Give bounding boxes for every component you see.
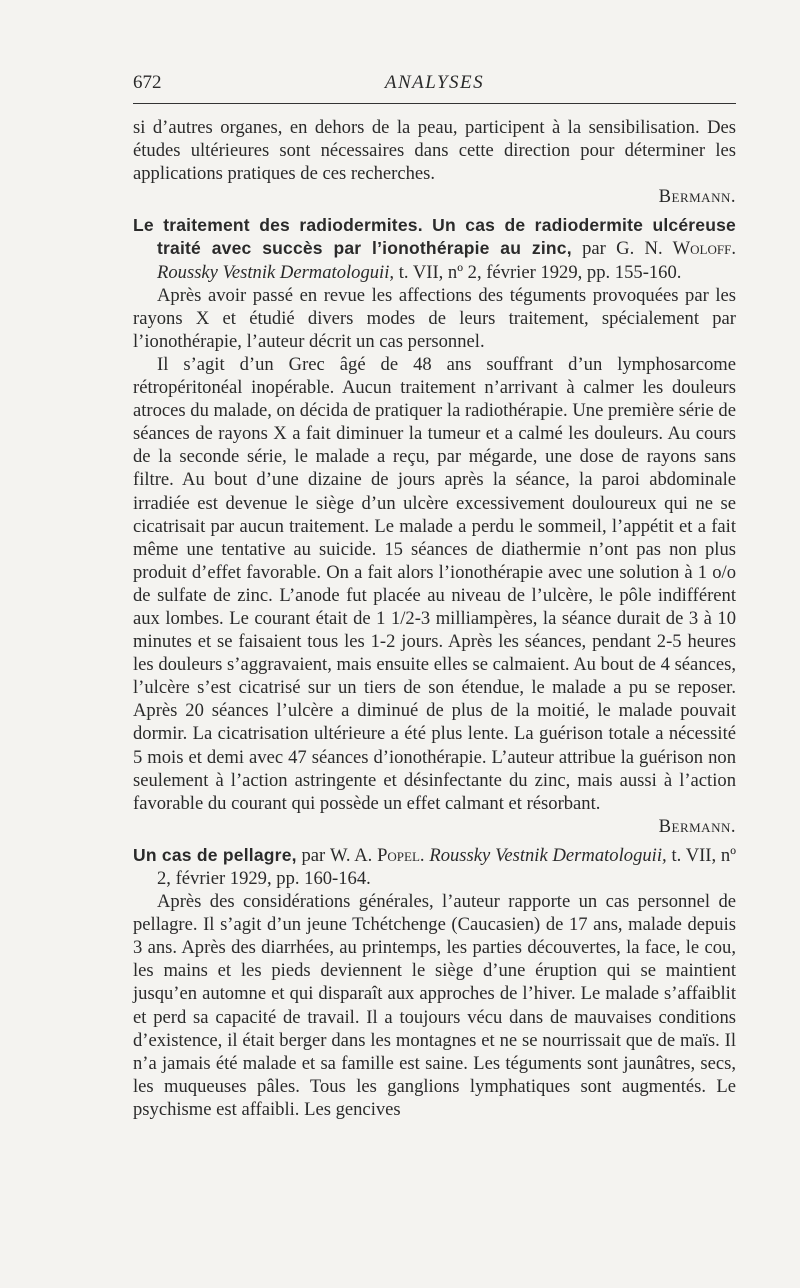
page-header xyxy=(133,72,736,98)
article1-journal: Roussky Vestnik Dermatologuii, xyxy=(157,261,395,283)
article1-paragraph: Il s’agit d’un Grec âgé de 48 ans souffrant d’un lymphosarcome rétropéritonéal inopérable. Aucun traitement n’arrivant à calmer les douleurs atroces du malade, on décida de pratiquer la radiothérapie. Une première série de séances de rayons X a fait diminuer la tumeur et a calmé les douleurs. Au cours de la seconde série, le malade a reçu, par mégarde, une dose de rayons sans filtre. Au bout d’une dizaine de jours après la séance, la paroi abdominale irradiée est devenue le siège d’un ulcère excessivement douloureux qui ne se cicatrisait par aucun traitement. Le malade a perdu le sommeil, l’appétit et a fait même une tentative au suicide. 15 séances de diathermie n’ont pas non plus produit d’effet favorable. On a fait alors l’ionothérapie avec une solution à 1 o/o de sulfate de zinc. L’anode fut placée au niveau de l’ulcère, le pôle indifférent aux lombes. Le courant était de 1 1/2-3 milliampères, la séance durait de 3 à 10 minutes et se faisaient tous les 1-2 jours. Après les séances, pendant 2-5 heures les douleurs s’aggravaient, mais ensuite elles se calmaient. Au bout de 4 séances, l’ulcère s’est cicatrisé sur un tiers de son étendue, le malade a pu se reposer. Après 20 séances l’ulcère a diminué de plus de la moitié, le malade pouvait dormir. La cicatrisation ultérieure a été plus lente. La guérison totale a nécessité 5 mois et demi avec 47 séances d’ionothérapie. L’auteur attribue la guérison non seulement à l’action astringente et désinfectante du zinc, mais aussi à l’action favorable du courant qui possède un effet calmant et résorbant. xyxy=(133,353,736,814)
article2-by: par xyxy=(296,844,330,866)
intro-paragraph: si d’autres organes, en dehors de la peau, participent à la sensibilisation. Des études ultérieures sont nécessaires dans cette direction pour déterminer les applications pratiques de ces recherches. xyxy=(133,117,736,185)
article1-paragraph: Après avoir passé en revue les affections des téguments provoquées par les rayons X et étudié divers modes de leurs traitement, spécialement par l’ionothérapie, l’auteur décrit un cas personnel. xyxy=(133,284,736,352)
article1-by: par xyxy=(571,238,617,260)
article2-citation: t. VII, nº 2, février 1929, pp. 160-164. xyxy=(157,844,736,889)
page-body xyxy=(133,116,736,1121)
article2-journal: Roussky Vestnik Dermatologuii, xyxy=(429,844,667,866)
article1-citation: t. VII, nº 2, février 1929, pp. 155-160. xyxy=(394,261,682,283)
article1-title: Le traitement des radiodermites. Un cas de radiodermite ulcéreuse traité avec succès par l’ionothérapie au zinc, xyxy=(133,215,736,259)
article1-author: G. N. Woloff. xyxy=(616,238,736,260)
article2-title: Un cas de pellagre, xyxy=(133,844,297,865)
header-rule xyxy=(133,103,736,104)
article2-paragraph: Après des considérations générales, l’auteur rapporte un cas personnel de pellagre. Il s’agit d’un jeune Tchétchenge (Caucasien) de 17 ans, malade depuis 3 ans. Après des diarrhées, au printemps, les parties découvertes, la face, le cou, les mains et les pieds deviennent le siège d’une éruption qui se maintient jusqu’en automne et qui disparaît aux approches de l’hiver. Le malade s’affaiblit et perd sa capacité de travail. Il a toujours vécu dans de mauvaises conditions d’existence, il était berger dans les montagnes et ne se nourrissait que de maïs. Il n’a jamais été malade et sa famille est saine. Les téguments sont jaunâtres, secs, les muqueuses pâles. Tous les ganglions lymphatiques sont augmentés. Le psychisme est affaibli. Les gencives xyxy=(133,891,736,1120)
running-head: ANALYSES xyxy=(384,72,485,93)
article2-heading xyxy=(133,844,736,890)
intro-signature: Bermann. xyxy=(658,186,736,208)
article1-signature: Bermann. xyxy=(658,815,736,837)
article2-author: W. A. Popel. xyxy=(329,844,425,866)
page-number: 672 xyxy=(133,72,162,93)
article1-heading xyxy=(133,214,736,283)
